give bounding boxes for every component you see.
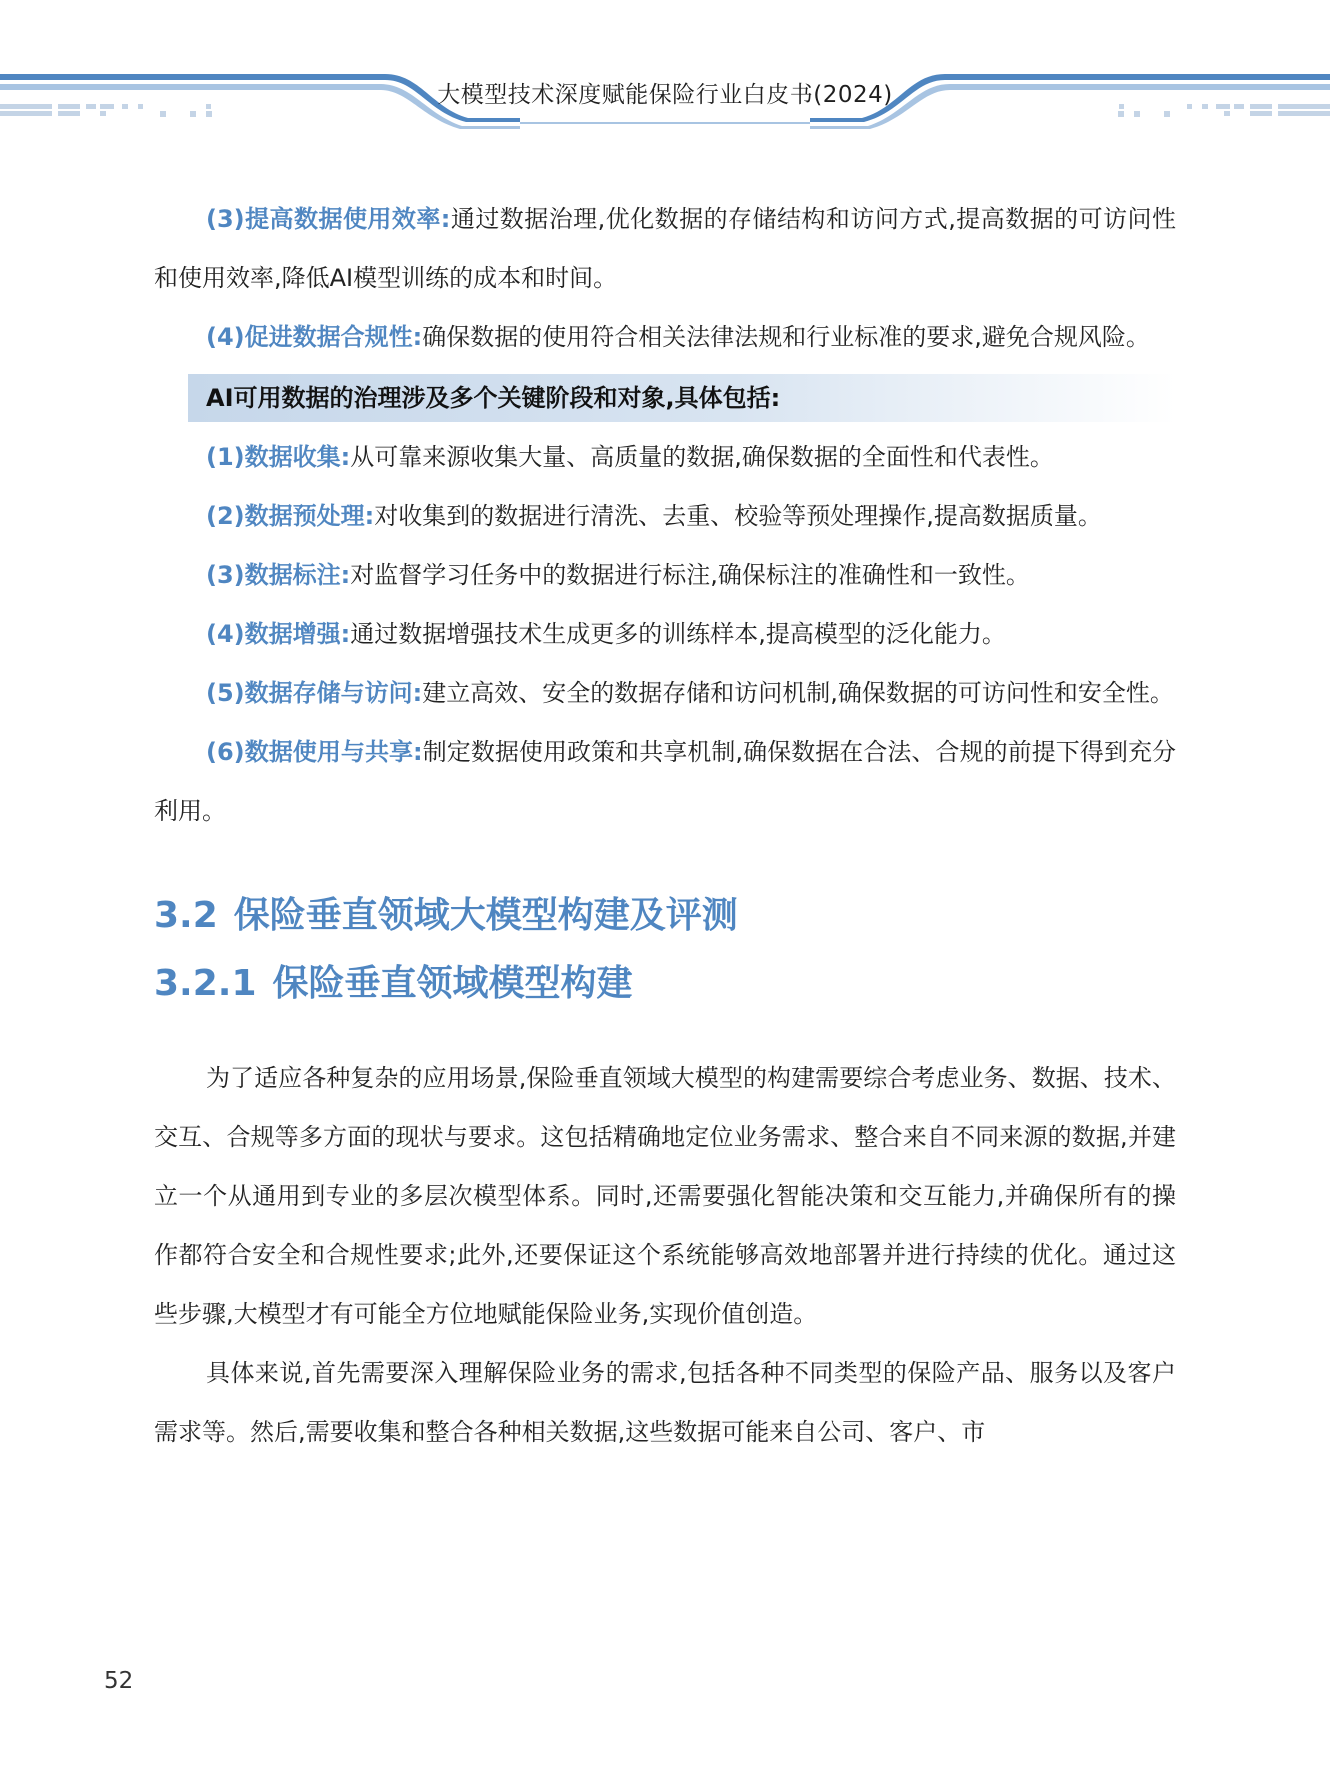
item-text: 通过数据治理,优化数据的存储结构和访问方式,提高数据的可访问性和使用效率,降低AI模型训练的成本和时间。: [154, 205, 1176, 292]
page-number: 52: [104, 1668, 134, 1694]
item-text: 确保数据的使用符合相关法律法规和行业标准的要求,避免合规风险。: [422, 323, 1150, 351]
section-title: 保险垂直领域大模型构建及评测: [233, 895, 738, 936]
section-heading: [154, 885, 1176, 947]
item-text: 建立高效、安全的数据存储和访问机制,确保数据的可访问性和安全性。: [422, 679, 1174, 707]
item-lead: (6)数据使用与共享:: [206, 738, 423, 766]
header-decoration: [0, 0, 1330, 135]
item-text: 通过数据增强技术生成更多的训练样本,提高模型的泛化能力。: [350, 620, 1006, 648]
section-number: 3.2: [154, 895, 218, 936]
running-header-title: 大模型技术深度赋能保险行业白皮书(2024): [437, 82, 893, 108]
list-item: [154, 308, 1176, 367]
list-item: [154, 428, 1176, 487]
item-lead: (5)数据存储与访问:: [206, 679, 423, 707]
list-item: [154, 546, 1176, 605]
item-text: 从可靠来源收集大量、高质量的数据,确保数据的全面性和代表性。: [350, 443, 1054, 471]
list-item: [154, 664, 1176, 723]
callout-banner: AI可用数据的治理涉及多个关键阶段和对象,具体包括:: [188, 374, 1176, 422]
item-text: 对收集到的数据进行清洗、去重、校验等预处理操作,提高数据质量。: [374, 502, 1102, 530]
body-paragraph: 具体来说,首先需要深入理解保险业务的需求,包括各种不同类型的保险产品、服务以及客户需求等。然后,需要收集和整合各种相关数据,这些数据可能来自公司、客户、市: [154, 1359, 1176, 1446]
header-underline: [520, 122, 810, 124]
item-lead: (3)数据标注:: [206, 561, 351, 589]
subsection-title: 保险垂直领域模型构建: [272, 963, 633, 1004]
item-text: 制定数据使用政策和共享机制,确保数据在合法、合规的前提下得到充分利用。: [154, 738, 1176, 825]
list-item: [154, 605, 1176, 664]
list-item: [154, 487, 1176, 546]
list-item: [154, 723, 1176, 841]
subsection-number: 3.2.1: [154, 963, 257, 1004]
body-paragraph: 为了适应各种复杂的应用场景,保险垂直领域大模型的构建需要综合考虑业务、数据、技术、交互、合规等多方面的现状与要求。这包括精确地定位业务需求、整合来自不同来源的数据,并建立一个从通用到专业的多层次模型体系。同时,还需要强化智能决策和交互能力,并确保所有的操作都符合安全和合规性要求;此外,还要保证这个系统能够高效地部署并进行持续的优化。通过这些步骤,大模型才有可能全方位地赋能保险业务,实现价值创造。: [154, 1064, 1176, 1328]
item-lead: (4)数据增强:: [206, 620, 351, 648]
item-text: 对监督学习任务中的数据进行标注,确保标注的准确性和一致性。: [350, 561, 1030, 589]
item-lead: (2)数据预处理:: [206, 502, 375, 530]
item-lead: (1)数据收集:: [206, 443, 351, 471]
page-content: [154, 190, 1176, 1462]
item-lead: (3)提高数据使用效率:: [206, 205, 451, 233]
list-item: [154, 190, 1176, 308]
item-lead: (4)促进数据合规性:: [206, 323, 423, 351]
subsection-heading: [154, 953, 1176, 1015]
